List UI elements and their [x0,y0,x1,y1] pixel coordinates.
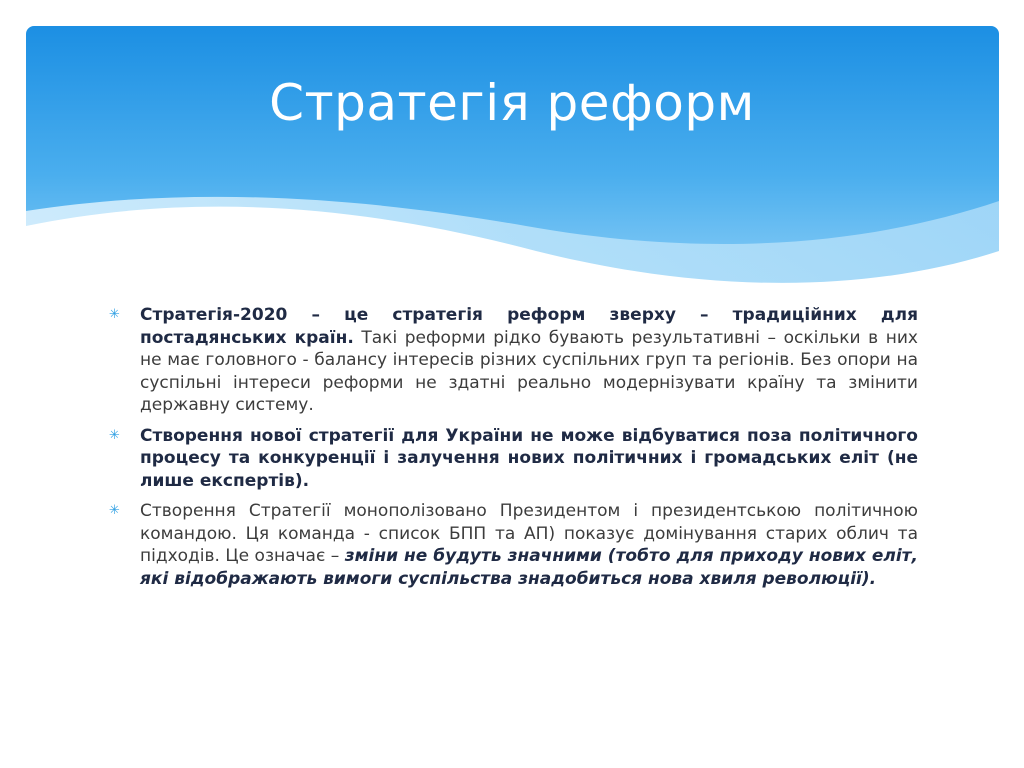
header-banner [26,26,999,296]
bullet-text: Створення Стратегії монополізовано Президентом і президентською політичною командою. Ця команда - список БПП та АП) показує домінування старих облич та підходів. Це означає – [140,501,918,566]
bullet-strong-text: Створення нової стратегії для України не може відбуватися поза політичного процесу та конкуренції і залучення нових політичних і громадських еліт (не лише експертів). [140,425,918,491]
asterisk-bullet-icon: ✳ [109,307,120,322]
slide-title: Стратегія реформ [269,74,755,132]
bullet-list [104,304,918,598]
asterisk-bullet-icon: ✳ [109,427,120,443]
list-item [104,500,918,590]
bullet-emphasis-text: зміни не будуть значними (тобто для приходу нових еліт, які відображають вимоги суспільства знадобиться нова хвиля революції). [140,546,918,589]
header-wave-graphic [26,26,999,296]
list-item [104,425,918,493]
asterisk-bullet-icon: ✳ [109,503,120,518]
bullet-strong-text: Стратегія-2020 – це стратегія реформ зверху – традиційних для постадянських країн. [140,305,918,348]
bullet-text: Такі реформи рідко бувають результативні – оскільки в них не має головного - балансу інтересів різних суспільних груп та регіонів. Без опори на суспільні інтереси реформи не здатні реально модернізувати країну та змінити державну систему. [140,327,918,415]
list-item [104,304,918,417]
